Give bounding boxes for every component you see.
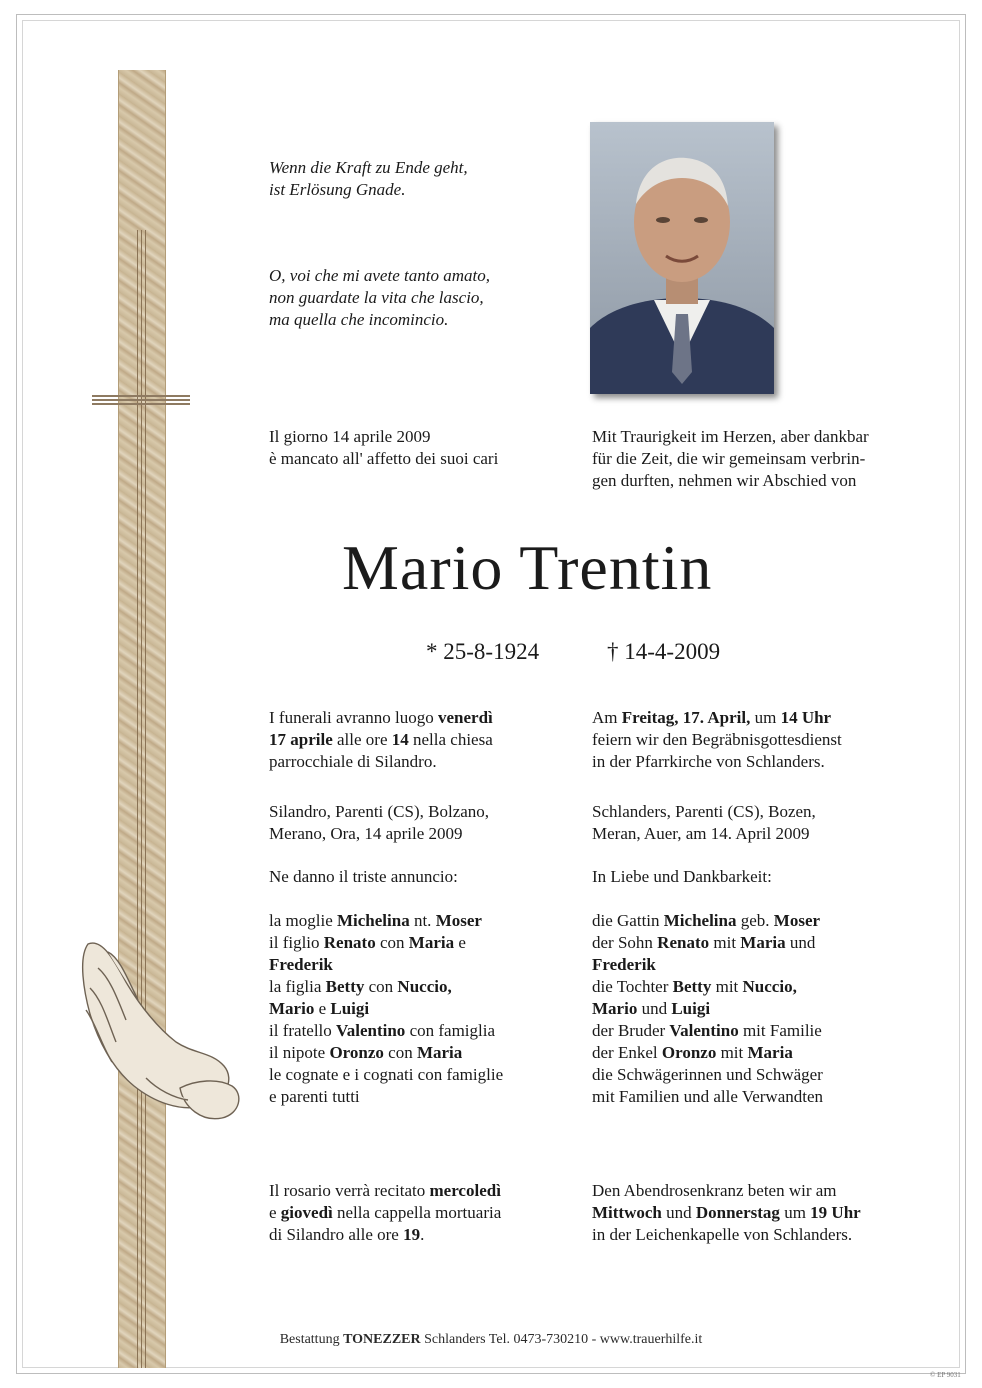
text-line xyxy=(269,707,493,729)
intro-line: Il giorno 14 aprile 2009 xyxy=(269,427,431,446)
text-bold: Moser xyxy=(773,911,821,930)
text-span: il fratello xyxy=(269,1021,337,1040)
text-span: con xyxy=(364,977,398,996)
family-line xyxy=(269,1020,503,1042)
text-bold: Moser xyxy=(435,911,482,930)
text-span: Am xyxy=(592,708,622,727)
intro-line: für die Zeit, die wir gemeinsam verbrin- xyxy=(592,449,866,468)
text-span: der Bruder xyxy=(592,1021,670,1040)
places-italian xyxy=(269,801,489,845)
family-line xyxy=(269,998,503,1020)
text-line xyxy=(592,1202,861,1224)
family-line xyxy=(592,1042,823,1064)
death-date: † 14-4-2009 xyxy=(607,639,721,664)
text-bold: Donnerstag xyxy=(695,1203,780,1222)
portrait-photo xyxy=(590,122,774,394)
text-span: geb. xyxy=(736,911,774,930)
birth-date: * 25-8-1924 xyxy=(426,639,540,664)
text-span: il nipote xyxy=(269,1043,330,1062)
text-span: die Tochter xyxy=(592,977,673,996)
text-span: il figlio xyxy=(269,933,324,952)
text-span: e xyxy=(314,999,331,1018)
text-span: con famiglia xyxy=(405,1021,496,1040)
text-span: und xyxy=(785,933,816,952)
quote-german xyxy=(269,157,468,201)
family-line: mit Familien und alle Verwandten xyxy=(592,1087,824,1106)
decorative-marble-pillar xyxy=(118,70,166,1368)
text-bold: Valentino xyxy=(669,1021,739,1040)
text-bold: 19 Uhr xyxy=(810,1203,861,1222)
text-span: und xyxy=(661,1203,696,1222)
quote-line: non guardate la vita che lascio, xyxy=(269,288,484,307)
family-line xyxy=(269,932,503,954)
text-bold: Oronzo xyxy=(661,1043,717,1062)
text-span: mit xyxy=(716,1043,748,1062)
text-span: und xyxy=(637,999,672,1018)
family-line xyxy=(592,954,823,976)
family-line xyxy=(269,954,503,976)
text-span: con xyxy=(383,1043,417,1062)
text-span: nella chiesa xyxy=(408,730,493,749)
text-bold: Luigi xyxy=(671,999,711,1018)
text-bold: Maria xyxy=(408,933,455,952)
text-span: die Gattin xyxy=(592,911,664,930)
text-span: nt. xyxy=(409,911,436,930)
announcement-italian: Ne danno il triste annuncio: xyxy=(269,867,458,886)
text-span: di Silandro alle ore xyxy=(269,1225,404,1244)
text-span: nella cappella mortuaria xyxy=(332,1203,502,1222)
quote-line: ist Erlösung Gnade. xyxy=(269,180,406,199)
text-span: alle ore xyxy=(332,730,392,749)
intro-german xyxy=(592,426,869,492)
text-span: e xyxy=(269,1203,281,1222)
intro-line: Mit Traurigkeit im Herzen, aber dankbar xyxy=(592,427,869,446)
text-line: Schlanders, Parenti (CS), Bozen, xyxy=(592,802,816,821)
funeral-german xyxy=(592,707,842,773)
print-code: © EP 9031 xyxy=(930,1371,961,1379)
text-span: la figlia xyxy=(269,977,326,996)
text-bold: venerdì xyxy=(438,708,493,727)
text-span: mit xyxy=(711,977,743,996)
family-line xyxy=(592,910,823,932)
text-bold: Nuccio, xyxy=(397,977,452,996)
quote-line: ma quella che incomincio. xyxy=(269,310,449,329)
text-line xyxy=(269,729,493,751)
footer-text: Bestattung xyxy=(279,1332,344,1347)
funeral-italian xyxy=(269,707,493,773)
text-bold: Maria xyxy=(747,1043,793,1062)
text-span: . xyxy=(420,1225,425,1244)
text-span: Il rosario verrà recitato xyxy=(269,1181,430,1200)
text-bold: 14 Uhr xyxy=(780,708,832,727)
text-bold: 19 xyxy=(403,1225,421,1244)
text-span: um xyxy=(779,1203,811,1222)
text-bold: mercoledì xyxy=(429,1181,501,1200)
text-bold: Mittwoch xyxy=(592,1203,662,1222)
text-span: mit xyxy=(709,933,741,952)
text-bold: Nuccio, xyxy=(742,977,797,996)
family-line: le cognate e i cognati con famiglie xyxy=(269,1065,504,1084)
text-line: parrocchiale di Silandro. xyxy=(269,752,437,771)
text-bold: 14 xyxy=(391,730,409,749)
text-bold: Frederik xyxy=(592,955,656,974)
text-bold: Maria xyxy=(740,933,786,952)
text-bold: 17 aprile xyxy=(269,730,333,749)
text-span: der Sohn xyxy=(592,933,658,952)
announcement-german: In Liebe und Dankbarkeit: xyxy=(592,867,772,886)
text-bold: Betty xyxy=(325,977,365,996)
family-line xyxy=(592,976,823,998)
text-bold: Oronzo xyxy=(329,1043,384,1062)
text-bold: Michelina xyxy=(336,911,410,930)
text-bold: Luigi xyxy=(330,999,370,1018)
text-span: mit Familie xyxy=(738,1021,822,1040)
quote-line: O, voi che mi avete tanto amato, xyxy=(269,266,490,285)
text-line: feiern wir den Begräbnisgottesdienst xyxy=(592,730,842,749)
text-span: der Enkel xyxy=(592,1043,662,1062)
funeral-home-name: TONEZZER xyxy=(343,1332,421,1347)
text-bold: Mario xyxy=(269,999,315,1018)
text-line: Meran, Auer, am 14. April 2009 xyxy=(592,824,810,843)
intro-line: gen durften, nehmen wir Abschied von xyxy=(592,471,857,490)
text-bold: Frederik xyxy=(269,955,333,974)
text-bold: Maria xyxy=(416,1043,463,1062)
funeral-home-footer xyxy=(0,1330,982,1350)
family-line xyxy=(269,1042,503,1064)
family-line: die Schwägerinnen und Schwäger xyxy=(592,1065,823,1084)
text-span: um xyxy=(750,708,781,727)
text-span: e xyxy=(454,933,466,952)
text-bold: giovedì xyxy=(280,1203,333,1222)
footer-contact: Schlanders Tel. 0473-730210 - www.trauerhilfe.it xyxy=(420,1332,703,1347)
text-bold: Freitag, 17. April, xyxy=(621,708,751,727)
text-line: in der Leichenkapelle von Schlanders. xyxy=(592,1225,853,1244)
text-line xyxy=(269,1202,501,1224)
family-line xyxy=(592,998,823,1020)
text-bold: Betty xyxy=(672,977,712,996)
quote-italian xyxy=(269,265,490,331)
family-list-italian xyxy=(269,910,503,1108)
intro-line: è mancato all' affetto dei suoi cari xyxy=(269,449,499,468)
text-line xyxy=(269,1224,501,1246)
text-bold: Michelina xyxy=(663,911,737,930)
quote-line: Wenn die Kraft zu Ende geht, xyxy=(269,158,468,177)
text-bold: Mario xyxy=(592,999,638,1018)
rosary-italian xyxy=(269,1180,501,1246)
portrait-image xyxy=(590,122,774,394)
intro-italian xyxy=(269,426,498,470)
family-line xyxy=(269,976,503,998)
family-list-german xyxy=(592,910,823,1108)
family-line xyxy=(269,910,503,932)
text-span: con xyxy=(375,933,409,952)
text-line: Silandro, Parenti (CS), Bolzano, xyxy=(269,802,490,821)
family-line xyxy=(592,1020,823,1042)
text-line xyxy=(592,707,842,729)
text-bold: Renato xyxy=(657,933,710,952)
text-bold: Valentino xyxy=(336,1021,406,1040)
family-line xyxy=(592,932,823,954)
text-line: in der Pfarrkirche von Schlanders. xyxy=(592,752,825,771)
places-german xyxy=(592,801,816,845)
praying-hands-icon xyxy=(62,930,262,1130)
deceased-name: Mario Trentin xyxy=(342,532,713,603)
family-line: e parenti tutti xyxy=(269,1087,360,1106)
text-span: I funerali avranno luogo xyxy=(269,708,438,727)
text-span: la moglie xyxy=(269,911,337,930)
text-line: Den Abendrosenkranz beten wir am xyxy=(592,1181,837,1200)
rosary-german xyxy=(592,1180,861,1246)
text-bold: Renato xyxy=(323,933,376,952)
cross-bar xyxy=(92,395,190,409)
text-line xyxy=(269,1180,501,1202)
text-line: Merano, Ora, 14 aprile 2009 xyxy=(269,824,463,843)
